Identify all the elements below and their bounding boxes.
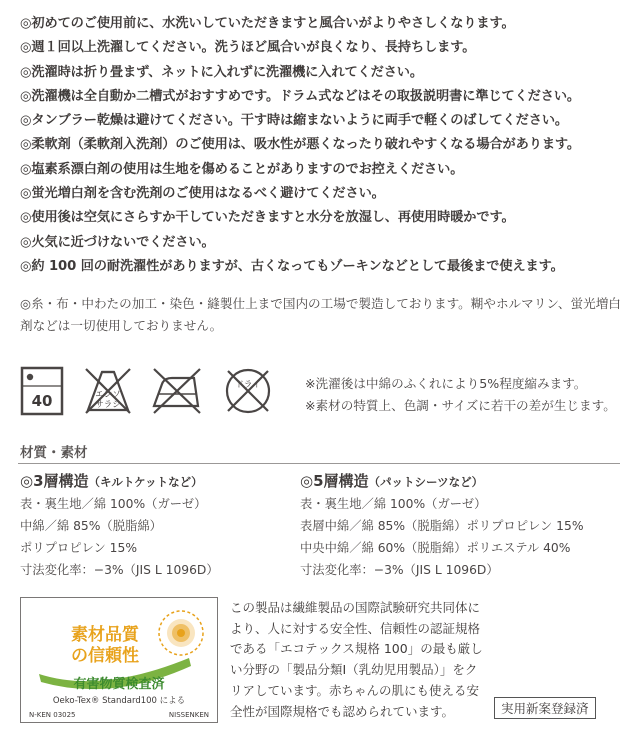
three-layer-materials <box>20 469 219 581</box>
care-item: ◎タンブラー乾燥は避けてください。干す時は縮まないように両手で軽くのばしてください。 <box>20 113 568 129</box>
care-item: ◎洗濯時は折り畳まず、ネットに入れずに洗濯機に入れてください。 <box>20 64 423 80</box>
material-line: 表層中綿／綿 85%（脱脂綿）ポリプロピレン 15% <box>300 519 584 533</box>
cert-label-2: の信頼性 <box>71 646 139 666</box>
care-item: ◎初めてのご使用前に、水洗いしていただきますと風合いがよりやさしくなります。 <box>20 16 515 31</box>
material-line: 表・裏生地／綿 100%（ガーゼ） <box>300 497 487 511</box>
bleach-label-1: エンソ <box>95 390 121 400</box>
care-item: ◎週１回以上洗濯してください。洗うほど風合いが良くなり、長持ちします。 <box>20 40 476 56</box>
note-item: ※洗濯後は中綿のふくれにより5%程度縮みます。 <box>305 376 587 391</box>
care-item: ◎約 100 回の耐洗濯性がありますが、古くなってもゾーキンなどとして最後まで使えます。 <box>20 258 564 274</box>
care-item: ◎火気に近づけないでください。 <box>20 234 215 250</box>
material-line: 表・裏生地／綿 100%（ガーゼ） <box>20 497 207 511</box>
no-iron-icon <box>150 366 204 416</box>
five-layer-subtitle: （パットシーツなど） <box>368 475 484 489</box>
wash-temp-text: 40 <box>31 392 53 410</box>
cert-org: NISSENKEN <box>168 711 209 719</box>
material-line: 中綿／綿 85%（脱脂綿） <box>20 519 162 533</box>
origin-note: ◎糸・布・中わたの加工・染色・縫製仕上まで国内の工場で製造しております。糊やホルマリン、蛍光増白剤などは一切使用しておりません。 <box>20 296 621 333</box>
care-item: ◎塩素系漂白剤の使用は生地を傷めることがありますのでお控えください。 <box>20 161 464 177</box>
material-line: 寸法変化率：−3%（JIS L 1096D） <box>20 563 219 577</box>
care-instructions <box>20 12 630 279</box>
material-line: 中央中綿／綿 60%（脱脂綿）ポリエステル 40% <box>300 541 571 555</box>
no-bleach-icon <box>82 366 134 416</box>
bleach-label-2: サラシ <box>95 400 121 410</box>
three-layer-title-main: ◎3層構造 <box>20 472 89 490</box>
dry-label: ドライ <box>235 380 261 390</box>
three-layer-subtitle: （キルトケットなど） <box>88 475 203 489</box>
material-line: 寸法変化率：−3%（JIS L 1096D） <box>300 563 499 577</box>
certification-description: この製品は繊維製品の国際試験研究共同体により、人に対する安全性、信頼性の認証規格である「エコテックス規格 100」の最も厳しい分野の「製品分類Ⅰ（乳幼児用製品）」をクリアしています。赤ちゃんの肌にも使える安全性が国際規格でも認められています。 <box>230 600 483 719</box>
five-layer-title-main: ◎5層構造 <box>300 472 369 490</box>
wash-tub-icon <box>20 366 64 416</box>
note-item: ※素材の特質上、色調・サイズに若干の差が生じます。 <box>305 398 616 413</box>
patent-badge: 実用新案登録済 <box>494 697 596 719</box>
three-layer-title <box>20 469 219 493</box>
cert-standard: Oeko-Tex® Standard100 による <box>52 696 186 706</box>
care-item: ◎蛍光増白剤を含む洗剤のご使用はなるべく避けてください。 <box>20 186 385 202</box>
cert-label-1: 素材品質 <box>71 625 139 645</box>
care-item: ◎使用後は空気にさらすか干していただきますと水分を放湿し、再使用時暖かです。 <box>20 210 515 226</box>
sun-emblem-icon <box>159 611 203 655</box>
cert-banner: 有害物質検査済 <box>73 677 165 692</box>
care-item: ◎洗濯機は全自動か二槽式がおすすめです。ドラム式などはその取扱説明書に準じてください。 <box>20 88 581 104</box>
five-layer-title <box>300 469 584 493</box>
no-dryclean-icon <box>220 366 276 416</box>
material-line: ポリプロピレン 15% <box>20 541 138 555</box>
five-layer-materials <box>300 469 584 581</box>
care-item: ◎柔軟剤（柔軟剤入洗剤）のご使用は、吸水性が悪くなったり破れやすくなる場合があります。 <box>20 137 581 153</box>
materials-heading: 材質・素材 <box>20 445 88 461</box>
oeko-tex-certification <box>20 597 218 723</box>
oeko-tex-logo <box>21 598 217 722</box>
materials-divider <box>18 463 620 464</box>
cert-code: N-KEN 03025 <box>29 711 76 719</box>
notes <box>305 373 616 417</box>
